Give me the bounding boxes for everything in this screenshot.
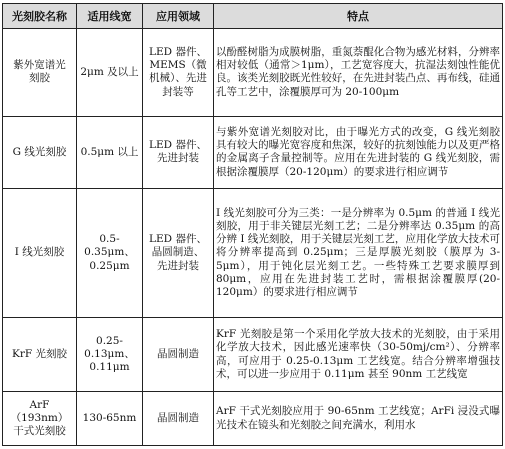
table-row [3,29,503,117]
table-row [3,318,503,392]
cell-feature: ArF 干式光刻胶应用于 90-65nm 工艺线宽；ArFi 浸没式曝光技术在镜头和光刻胶之间充满水，利用水 [214,392,503,446]
table-row [3,116,503,188]
cell-field: 晶圆制造 [143,318,214,392]
cell-width: 2μm 及以上 [77,29,143,117]
cell-field: LED 器件、 晶圆制造、 先进封装 [143,188,214,317]
cell-name: KrF 光刻胶 [3,318,77,392]
cell-width: 0.25- 0.13μm、 0.11μm [77,318,143,392]
table-row [3,188,503,317]
cell-name: 紫外宽谱光 刻胶 [3,29,77,117]
header-field: 应用领域 [143,4,214,29]
cell-name: G 线光刻胶 [3,116,77,188]
header-row [3,4,503,29]
cell-name: ArF （193nm） 干式光刻胶 [3,392,77,446]
cell-feature: I 线光刻胶可分为三类：一是分辨率为 0.5μm 的普通 I 线光刻胶，用于非关键层光刻工艺；二是分辨率达 0.35μm 的高分辨 I 线光刻胶，用于关键层光刻工艺，应用化学放大技术可将分辨率提高到 0.25μm；三是厚膜光刻胶（膜厚为 3-5μm），用于钝化层光刻工艺。一些特殊工艺要求膜厚到 80μm，应用在先进封装工艺时，需根据涂覆膜厚(20-120μm）的要求进行相应调节 [214,188,503,317]
cell-width: 0.5- 0.35μm、 0.25μm [77,188,143,317]
cell-field: 晶圆制造 [143,392,214,446]
cell-width: 0.5μm 以上 [77,116,143,188]
table-row [3,392,503,446]
header-width: 适用线宽 [77,4,143,29]
cell-feature: KrF 光刻胶是第一个采用化学放大技术的光刻胶，由于采用化学放大技术，因此感光速率快（30-50mj/cm²）、分辨率高，可应用于 0.25-0.13μm 工艺线宽。结合分辨率增强技术，可以进一步应用于 0.11μm 甚至 90nm 工艺线宽 [214,318,503,392]
header-feature: 特点 [214,4,503,29]
cell-feature: 与紫外宽谱光刻胶对比，由于曝光方式的改变，G 线光刻胶具有较大的曝光宽容度和焦深，较好的抗刻蚀能力以及更严格的金属离子含量控制等。应用在先进封装的 G 线光刻胶，需根据涂覆膜厚（20-120μm）的要求进行相应调节 [214,116,503,188]
cell-width: 130-65nm [77,392,143,446]
cell-name: I 线光刻胶 [3,188,77,317]
cell-feature: 以酚醛树脂为成膜树脂，重氮萘醌化合物为感光材料，分辨率相对较低（通常＞1μm），工艺宽容度大，抗湿法刻蚀性能优良。该类光刻胶既光性较好，在先进封装凸点、再布线，硅通孔等工艺中，涂覆膜厚可为 20-100μm [214,29,503,117]
photoresist-table [2,3,503,446]
cell-field: LED 器件、 MEMS（微 机械）、先进 封装等 [143,29,214,117]
cell-field: LED 器件、 先进封装 [143,116,214,188]
header-name: 光刻胶名称 [3,4,77,29]
